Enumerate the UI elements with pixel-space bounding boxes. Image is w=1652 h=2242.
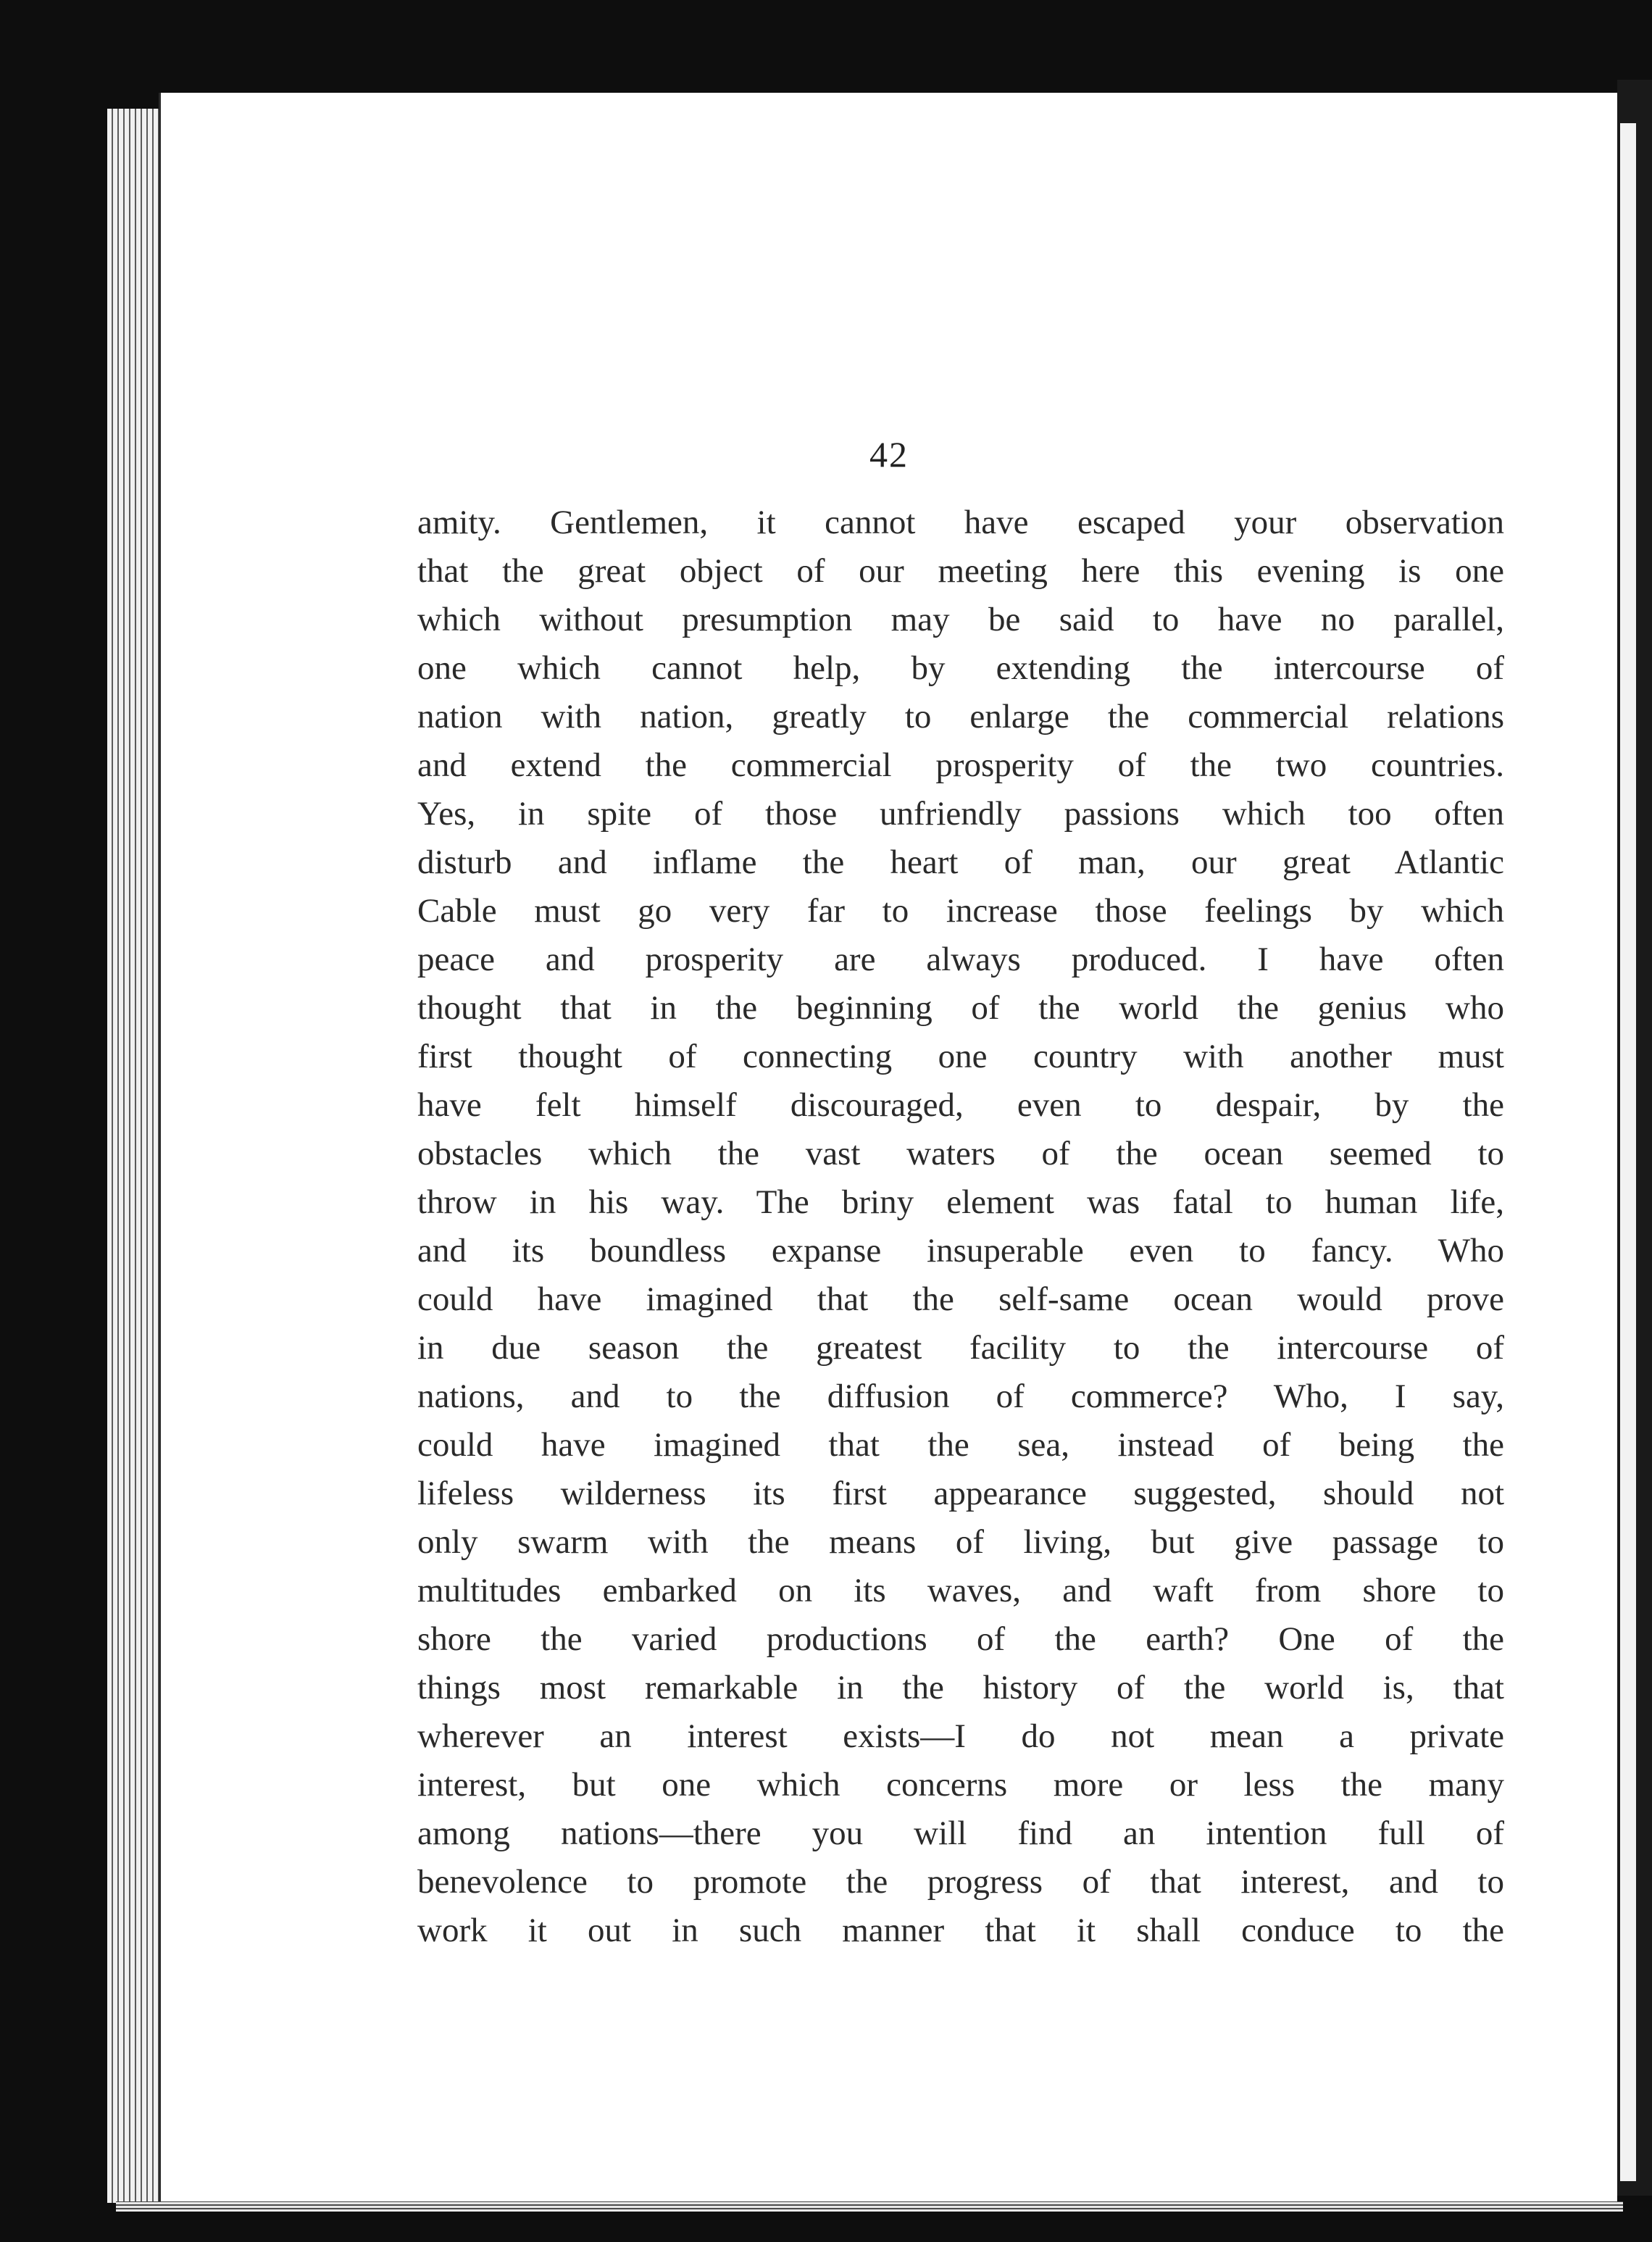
text-line: nation with nation, greatly to enlarge the commercial relations: [417, 698, 1504, 735]
text-line: lifeless wilderness its first appearance suggested, should not: [417, 1475, 1504, 1512]
text-line: Cable must go very far to increase those feelings by which: [417, 892, 1504, 930]
text-line: and extend the commercial prosperity of the two countries.: [417, 746, 1504, 784]
text-line: work it out in such manner that it shall conduce to the: [417, 1912, 1504, 1949]
text-line: nations, and to the diffusion of commerce? Who, I say,: [417, 1378, 1504, 1415]
text-line: could have imagined that the sea, instead of being the: [417, 1426, 1504, 1464]
text-line: amity. Gentlemen, it cannot have escaped your observation: [417, 504, 1504, 541]
text-line: among nations—there you will find an intention full of: [417, 1814, 1504, 1852]
text-line: only swarm with the means of living, but give passage to: [417, 1523, 1504, 1561]
text-line: peace and prosperity are always produced. I have often: [417, 941, 1504, 978]
text-line: and its boundless expanse insuperable even to fancy. Who: [417, 1232, 1504, 1270]
text-line: wherever an interest exists—I do not mean a private: [417, 1717, 1504, 1755]
text-line: obstacles which the vast waters of the ocean seemed to: [417, 1135, 1504, 1172]
text-line: one which cannot help, by extending the intercourse of: [417, 649, 1504, 687]
text-line: benevolence to promote the progress of that interest, and to: [417, 1863, 1504, 1901]
body-text: [417, 499, 1504, 1955]
page-stack-edge: [107, 109, 165, 2203]
text-line: first thought of connecting one country with another must: [417, 1038, 1504, 1075]
text-line: have felt himself discouraged, even to despair, by the: [417, 1086, 1504, 1124]
bottom-page-edge: [116, 2201, 1623, 2212]
text-line: in due season the greatest facility to the intercourse of: [417, 1329, 1504, 1367]
text-line: that the great object of our meeting here this evening is one: [417, 552, 1504, 590]
text-line: throw in his way. The briny element was fatal to human life,: [417, 1183, 1504, 1221]
text-line: things most remarkable in the history of the world is, that: [417, 1669, 1504, 1706]
text-line: thought that in the beginning of the world the genius who: [417, 989, 1504, 1027]
text-line: interest, but one which concerns more or less the many: [417, 1766, 1504, 1804]
facing-page-edge: [1617, 80, 1652, 2196]
text-line: shore the varied productions of the earth? One of the: [417, 1620, 1504, 1658]
text-line: disturb and inflame the heart of man, our great Atlantic: [417, 843, 1504, 881]
book-page: [161, 93, 1617, 2201]
text-line: could have imagined that the self-same ocean would prove: [417, 1280, 1504, 1318]
page-number: 42: [869, 434, 909, 475]
text-line: multitudes embarked on its waves, and waft from shore to: [417, 1572, 1504, 1609]
text-line: which without presumption may be said to have no parallel,: [417, 601, 1504, 638]
text-line: Yes, in spite of those unfriendly passions which too often: [417, 795, 1504, 833]
